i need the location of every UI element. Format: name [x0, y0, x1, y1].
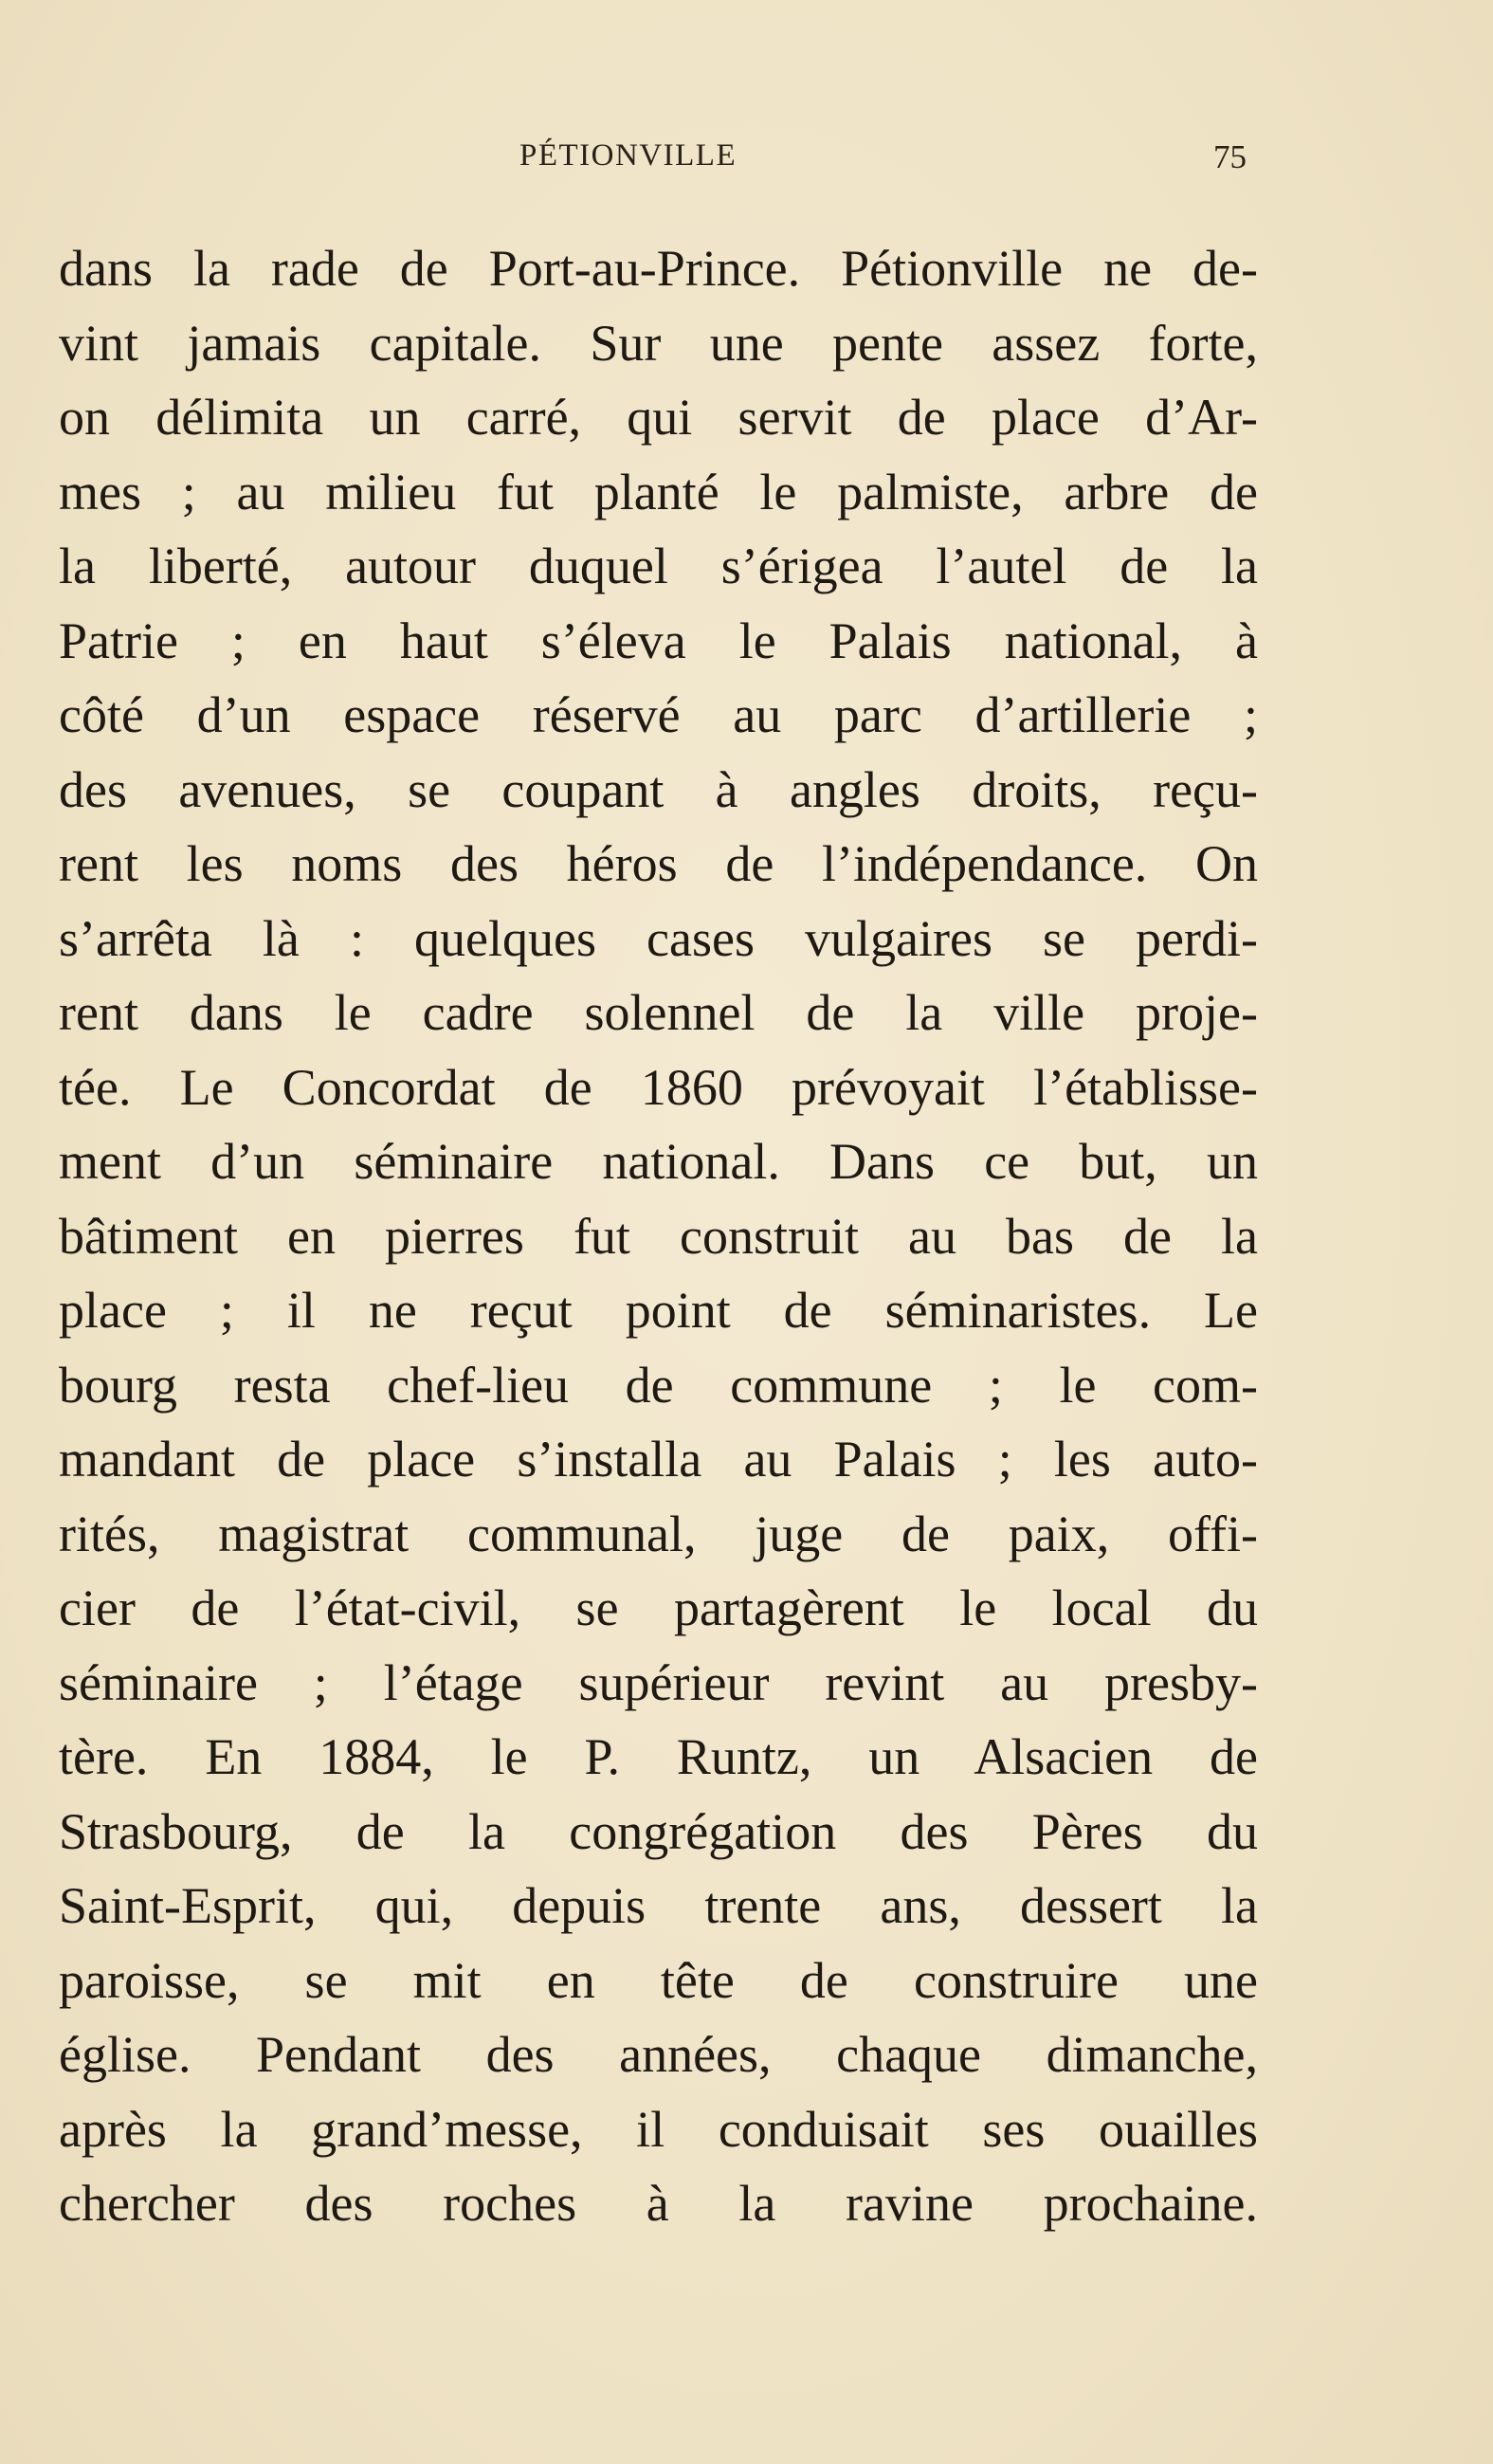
text-line: dans la rade de Port-au-Prince. Pétionville ne de- [59, 240, 1258, 297]
text-line: séminaire ; l’étage supérieur revint au presby- [59, 1653, 1258, 1711]
body-text [59, 231, 1258, 2241]
text-line: la liberté, autour duquel s’érigea l’autel de la [59, 538, 1258, 594]
text-line: bourg resta chef-lieu de commune ; le com- [59, 1356, 1258, 1414]
text-line: rent les noms des héros de l’indépendance. On [59, 835, 1258, 892]
text-line: vint jamais capitale. Sur une pente assez forte, [59, 314, 1258, 372]
text-line: mes ; au milieu fut planté le palmiste, arbre de [59, 463, 1258, 520]
text-line: Patrie ; en haut s’éleva le Palais national, à [59, 611, 1258, 669]
text-line: bâtiment en pierres fut construit au bas de la [59, 1207, 1258, 1265]
text-line: Strasbourg, de la congrégation des Pères du [59, 1802, 1258, 1860]
page-number: 75 [1213, 138, 1247, 175]
text-line: tée. Le Concordat de 1860 prévoyait l’établisse- [59, 1058, 1258, 1116]
text-line: place ; il ne reçut point de séminaristes. Le [59, 1282, 1258, 1339]
text-line: s’arrêta là : quelques cases vulgaires se perdi- [59, 909, 1258, 967]
text-line: cier de l’état-civil, se partagèrent le local du [59, 1579, 1258, 1636]
text-line: rent dans le cadre solennel de la ville proje- [59, 984, 1258, 1041]
text-line: paroisse, se mit en tête de construire une [59, 1951, 1258, 2009]
text-line: des avenues, se coupant à angles droits, reçu- [59, 760, 1258, 818]
text-line: côté d’un espace réservé au parc d’artillerie ; [59, 686, 1258, 743]
running-head [0, 138, 1493, 186]
text-line: chercher des roches à la ravine prochaine. [59, 2175, 1258, 2232]
text-line: tère. En 1884, le P. Runtz, un Alsacien de [59, 1728, 1258, 1785]
text-line: mandant de place s’installa au Palais ; les auto- [59, 1431, 1258, 1488]
text-line: après la grand’messe, il conduisait ses ouailles [59, 2100, 1258, 2158]
running-title: PÉTIONVILLE [519, 138, 737, 173]
text-line: rités, magistrat communal, juge de paix, offi- [59, 1505, 1258, 1562]
text-line: église. Pendant des années, chaque dimanche, [59, 2026, 1258, 2083]
text-line: on délimita un carré, qui servit de place d’Ar- [59, 389, 1258, 446]
text-line: Saint-Esprit, qui, depuis trente ans, dessert la [59, 1877, 1258, 1934]
text-line: ment d’un séminaire national. Dans ce but, un [59, 1133, 1258, 1190]
